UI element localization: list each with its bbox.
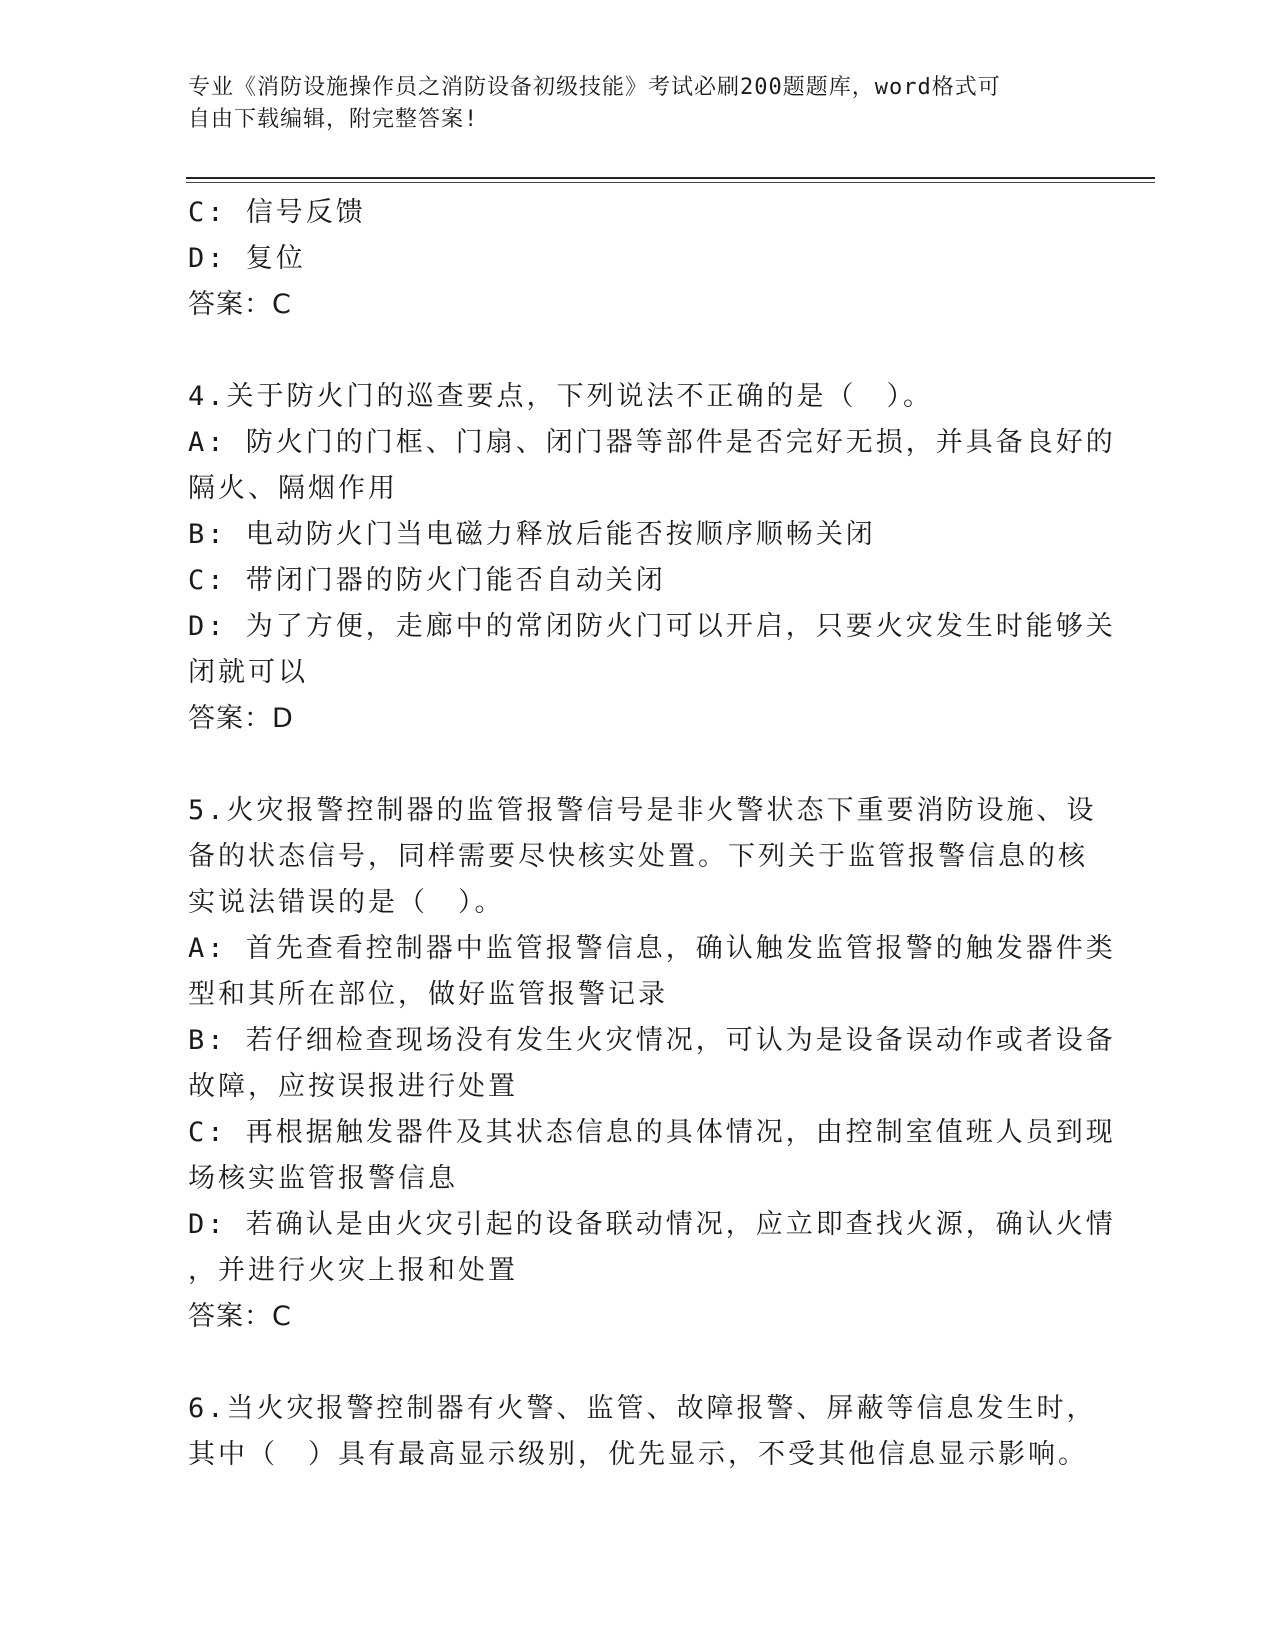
option-d-cont: 闭就可以 xyxy=(188,657,308,688)
question-stem-cont: 其中（ ）具有最高显示级别，优先显示，不受其他信息显示影响。 xyxy=(188,1439,1088,1470)
header-rule-thick xyxy=(186,177,1155,179)
option-c: C: 带闭门器的防火门能否自动关闭 xyxy=(188,565,666,596)
spacer xyxy=(188,742,1088,788)
document-body xyxy=(188,190,1116,1478)
option-c-cont: 场核实监管报警信息 xyxy=(188,1163,458,1194)
answer: 答案：C xyxy=(188,1301,292,1332)
option-d: D: 复位 xyxy=(188,243,306,274)
answer: 答案：D xyxy=(188,703,294,734)
option-a: A: 首先查看控制器中监管报警信息，确认触发监管报警的触发器件类 xyxy=(188,933,1116,964)
question-6 xyxy=(188,1386,1097,1478)
question-stem: 6.当火灾报警控制器有火警、监管、故障报警、屏蔽等信息发生时， xyxy=(188,1393,1097,1424)
option-b-cont: 故障，应按误报进行处置 xyxy=(188,1071,518,1102)
option-c: C: 信号反馈 xyxy=(188,197,366,228)
option-c: C: 再根据触发器件及其状态信息的具体情况，由控制室值班人员到现 xyxy=(188,1117,1116,1148)
option-b: B: 若仔细检查现场没有发生火灾情况，可认为是设备误动作或者设备 xyxy=(188,1025,1116,1056)
option-a-cont: 隔火、隔烟作用 xyxy=(188,473,398,504)
question-4 xyxy=(188,374,1116,742)
option-a-cont: 型和其所在部位，做好监管报警记录 xyxy=(188,979,668,1010)
question-3-tail xyxy=(188,190,1088,328)
question-stem-cont: 备的状态信号，同样需要尽快核实处置。下列关于监管报警信息的核 xyxy=(188,841,1088,872)
question-stem-cont: 实说法错误的是（ ）。 xyxy=(188,887,505,918)
answer: 答案：C xyxy=(188,289,292,320)
header-rule-thin xyxy=(186,182,1155,183)
question-5 xyxy=(188,788,1116,1340)
question-stem: 5.火灾报警控制器的监管报警信号是非火警状态下重要消防设施、设 xyxy=(188,795,1097,826)
option-d: D: 若确认是由火灾引起的设备联动情况，应立即查找火源，确认火情 xyxy=(188,1209,1116,1240)
spacer xyxy=(188,1340,1088,1386)
option-b: B: 电动防火门当电磁力释放后能否按顺序顺畅关闭 xyxy=(188,519,876,550)
spacer xyxy=(188,328,1088,374)
option-a: A: 防火门的门框、门扇、闭门器等部件是否完好无损，并具备良好的 xyxy=(188,427,1116,458)
option-d-cont: ，并进行火灾上报和处置 xyxy=(188,1255,518,1286)
header-line-1: 专业《消防设施操作员之消防设备初级技能》考试必刷200题题库，word格式可 xyxy=(188,75,1001,100)
question-stem: 4.关于防火门的巡查要点，下列说法不正确的是（ ）。 xyxy=(188,381,934,412)
document-header xyxy=(188,72,1068,136)
option-d: D: 为了方便，走廊中的常闭防火门可以开启，只要火灾发生时能够关 xyxy=(188,611,1116,642)
header-line-2: 自由下载编辑，附完整答案! xyxy=(188,107,479,132)
